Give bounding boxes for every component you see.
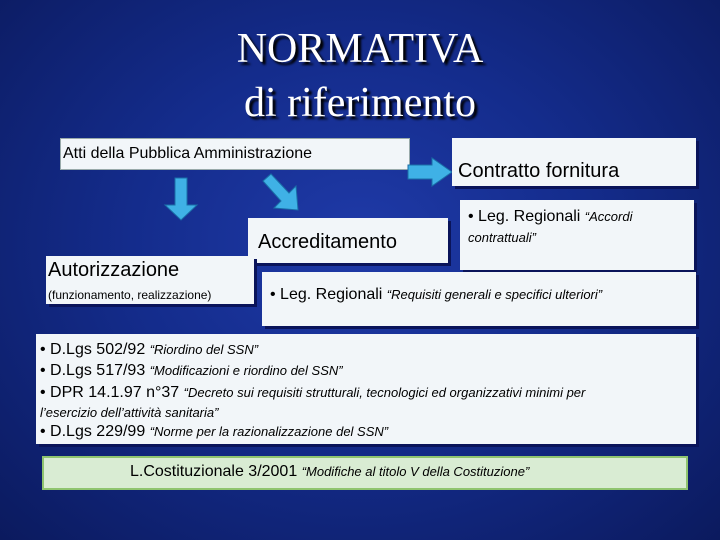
accreditamento-label: Accreditamento [258, 231, 397, 253]
contratto-label: Contratto fornitura [458, 160, 620, 182]
title-line-2: di riferimento [243, 80, 477, 126]
accreditamento-box [248, 218, 448, 263]
arrow-right-icon [408, 158, 452, 186]
arrow-down-icon [165, 178, 197, 220]
law-dpr-14-1-97: • DPR 14.1.97 n°37 “Decreto sui requisiti strutturali, tecnologici ed organizzativi minimi per [40, 384, 586, 401]
leg-regionali-accordi-line2: contrattuali” [468, 230, 536, 245]
autorizzazione-box [46, 256, 254, 304]
leg-regionali-requisiti-line: • Leg. Regionali “Requisiti generali e specifici ulteriori” [270, 286, 603, 303]
leg-regionali-requisiti-box [262, 272, 696, 326]
autorizzazione-sublabel: (funzionamento, realizzazione) [48, 288, 212, 302]
title-line-1: NORMATIVA [236, 26, 484, 72]
law-dpr-14-1-97-continued: l’esercizio dell’attività sanitaria” [40, 405, 219, 420]
autorizzazione-label: Autorizzazione [48, 259, 180, 281]
laws-box [36, 334, 696, 444]
atti-label: Atti della Pubblica Amministrazione [63, 145, 313, 162]
contratto-box [452, 138, 696, 186]
law-229-99: • D.Lgs 229/99 “Norme per la razionalizzazione del SSN” [40, 423, 389, 440]
costituzionale-box [42, 456, 688, 490]
leg-regionali-accordi-box [460, 200, 694, 270]
law-517-93: • D.Lgs 517/93 “Modificazioni e riordino del SSN” [40, 362, 343, 379]
leg-regionali-accordi-line1: • Leg. Regionali “Accordi [468, 208, 633, 225]
law-502-92: • D.Lgs 502/92 “Riordino del SSN” [40, 341, 259, 358]
arrow-diagonal-icon [263, 174, 298, 210]
costituzionale-line: L.Costituzionale 3/2001 “Modifiche al titolo V della Costituzione” [130, 463, 530, 480]
